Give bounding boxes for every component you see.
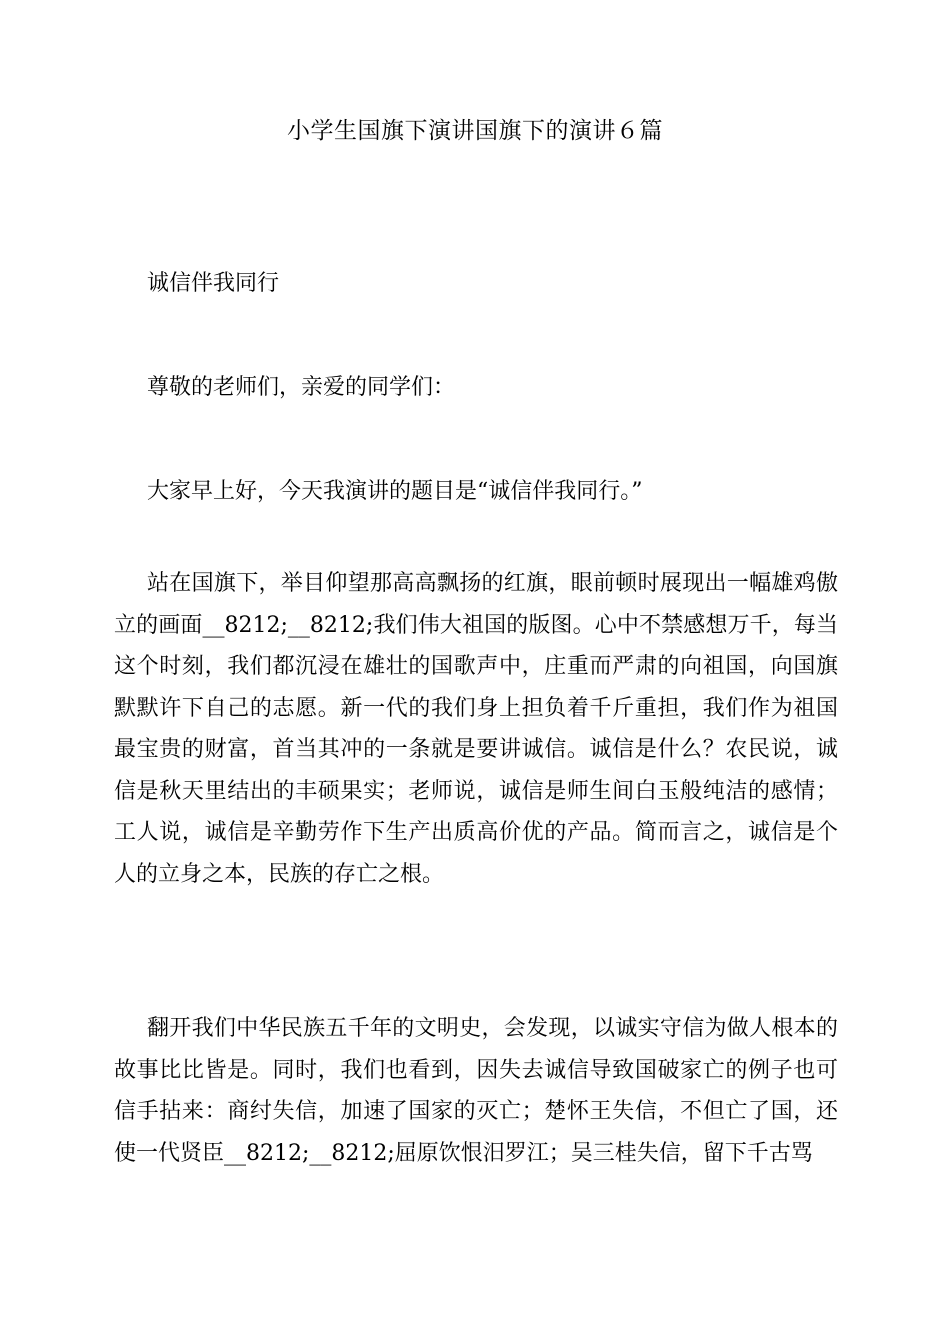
speech-heading: 诚信伴我同行 [147,271,280,296]
greeting-paragraph: 大家早上好，今天我演讲的题目是“诚信伴我同行。” [147,479,643,504]
salutation-paragraph: 尊敬的老师们，亲爱的同学们： [147,375,456,400]
body-paragraph: 翻开我们中华民族五千年的文明史，会发现，以诚实守信为做人根本的故事比比皆是。同时，我们也看到，因失去诚信导致国破家亡的例子也可信手拈来：商纣失信，加速了国家的灭亡；楚怀王失信，不但亡了国，还使一代贤臣__8212;__8212;屈原饮恨汨罗江；吴三桂失信，留下千古骂 [114,1016,838,1166]
body-paragraph: 站在国旗下，举目仰望那高高飘扬的红旗，眼前顿时展现出一幅雄鸡傲立的画面__8212;__8212;我们伟大祖国的版图。心中不禁感想万千，每当这个时刻，我们都沉浸在雄壮的国歌声中，庄重而严肃的向祖国，向国旗默默许下自己的志愿。新一代的我们身上担负着千斤重担，我们作为祖国最宝贵的财富，首当其冲的一条就是要讲诚信。诚信是什么？农民说，诚信是秋天里结出的丰硕果实；老师说，诚信是师生间白玉般纯洁的感情；工人说，诚信是辛勤劳作下生产出质高价优的产品。简而言之，诚信是个人的立身之本，民族的存亡之根。 [114,571,838,887]
document-title: 小学生国旗下演讲国旗下的演讲６篇 [287,118,663,144]
